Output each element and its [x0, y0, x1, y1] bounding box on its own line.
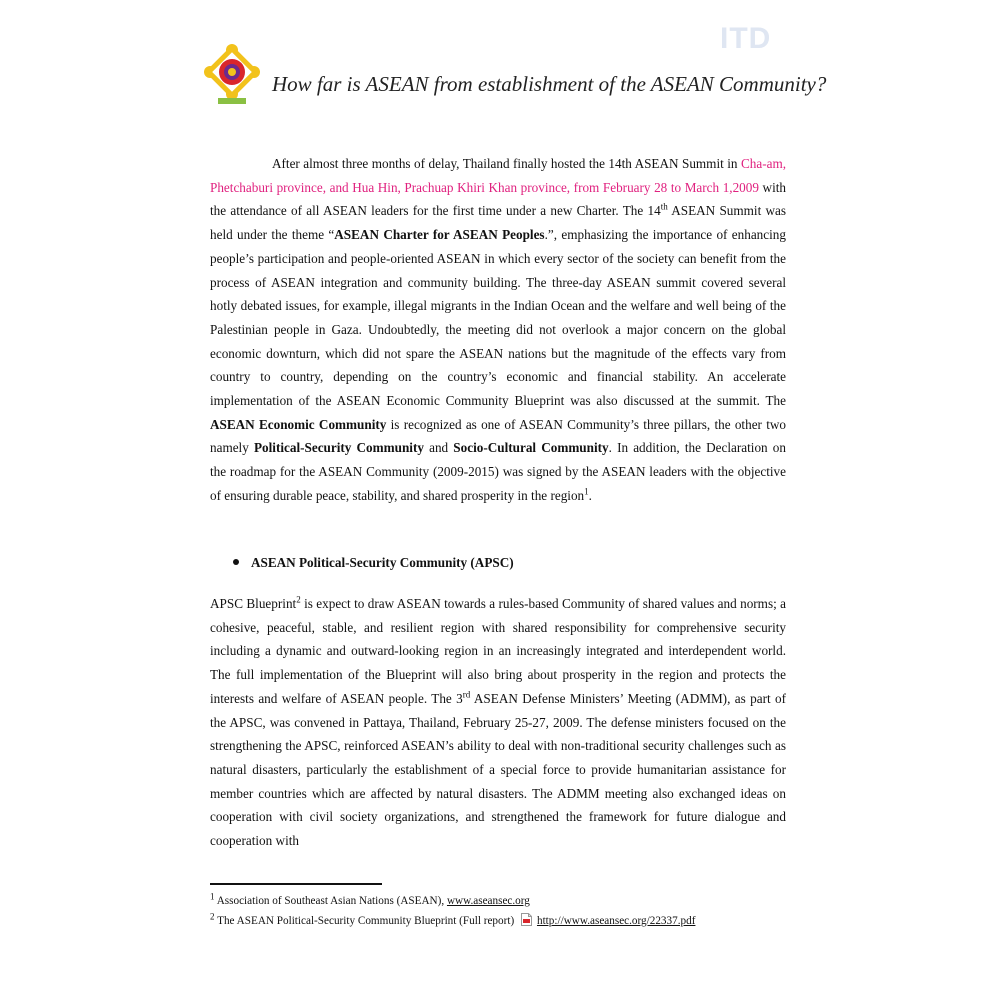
p1-text-6: and — [423, 440, 454, 456]
footnote-1-link[interactable]: www.aseansec.org — [446, 895, 530, 907]
footnote-2-text: The ASEAN Political-Security Community Blueprint (Full report) — [217, 915, 517, 927]
footnote-1-number: 1 — [210, 891, 215, 902]
section-heading-text: ASEAN Political-Security Community (APSC) — [251, 555, 514, 570]
p1-aec-bold: ASEAN Economic Community — [210, 416, 387, 432]
p1-text-4: .”, emphasizing the importance of enhancing people’s participation and people-oriented ASEAN in which every sector of the society can benefit from the process of ASEAN integration and community building. The three-day ASEAN summit covered several hotly debated issues, for example, illegal migrants in the Indian Ocean and the welfare and well being of the Palestinian people in Gaza. Undoubtedly, the meeting did not overlook a major concern on the global economic downturn, which did not spare the ASEAN nations but the magnitude of the effects vary from country to country, depending on the country’s economic and financial stability. An accelerate implementation of the ASEAN Economic Community Blueprint was also discussed at the summit. The — [210, 227, 786, 409]
p2-text-2: is expect to draw ASEAN towards a rules-based Community of shared values and norms; a cohesive, peaceful, stable, and resilient region with shared responsibility for comprehensive security including a dynamic and outward-looking region in an increasingly integrated and interdependent world. The full implementation of the Blueprint will also bring about prosperity in the region and protects the interests and welfare of ASEAN people. The 3 — [210, 596, 786, 706]
p1-text-8: . — [588, 487, 592, 503]
p1-sup-th: th — [660, 202, 668, 213]
p2-sup-rd: rd — [462, 689, 471, 700]
section-heading-apsc — [233, 555, 514, 571]
footnote-2-link[interactable]: http://www.aseansec.org/22337.pdf — [536, 915, 696, 927]
bullet-dot-icon — [233, 559, 239, 565]
p1-theme-bold: ASEAN Charter for ASEAN Peoples — [334, 227, 545, 243]
footnote-1-text: Association of Southeast Asian Nations (ASEAN), — [216, 895, 447, 907]
pdf-file-icon — [521, 913, 532, 926]
p1-text-7: . In addition, the Declaration on the roadmap for the ASEAN Community (2009-2015) was signed by the ASEAN leaders with the objective of ensuring durable peace, stability, and shared prosperity in the region — [210, 440, 786, 503]
footnote-divider — [210, 883, 382, 885]
paragraph-summit — [210, 152, 786, 508]
paragraph-apsc — [210, 592, 786, 853]
itd-watermark: ITD — [720, 22, 772, 55]
p1-footnote-ref-1[interactable]: 1 — [584, 486, 589, 497]
p1-text-1: After almost three months of delay, Thailand finally hosted the 14th ASEAN Summit in — [272, 156, 741, 171]
footnote-1 — [210, 893, 530, 909]
p1-text-2: with the attendance of all ASEAN leaders for the first time under a new Charter. The 14 — [210, 179, 786, 219]
p2-text-1: APSC Blueprint — [210, 596, 297, 611]
page-title: How far is ASEAN from establishment of the ASEAN Community? — [272, 72, 827, 96]
p1-highlight-location-date: Cha-am, Phetchaburi province, and Hua Hin, Prachuap Khiri Khan province, from February 28 to March 1,2009 — [210, 156, 786, 195]
p1-scc-bold: Socio-Cultural Community — [453, 440, 609, 456]
p2-footnote-ref-2[interactable]: 2 — [296, 594, 301, 605]
p1-text-3: ASEAN Summit was held under the theme “ — [210, 203, 787, 243]
footnote-2 — [210, 913, 695, 929]
p1-text-5: is recognized as one of ASEAN Community’s three pillars, the other two namely — [210, 416, 787, 456]
asean-emblem-logo — [200, 42, 264, 108]
p1-psc-bold: Political-Security Community — [253, 440, 424, 456]
footnote-2-number: 2 — [210, 911, 215, 922]
p2-text-3: ASEAN Defense Ministers’ Meeting (ADMM), as part of the APSC, was convened in Pattaya, Thailand, February 25-27, 2009. The defense ministers focused on the strengthening the APSC, reinforced ASEAN’s ability to deal with non-traditional security challenges such as natural disasters, particularly the establishment of a special force to provide humanitarian assistance for member countries which are affected by natural disasters. The ADMM meeting also exchanged ideas on cooperation with civil society organizations, and strengthened the framework for future dialogue and cooperation with — [210, 690, 786, 849]
